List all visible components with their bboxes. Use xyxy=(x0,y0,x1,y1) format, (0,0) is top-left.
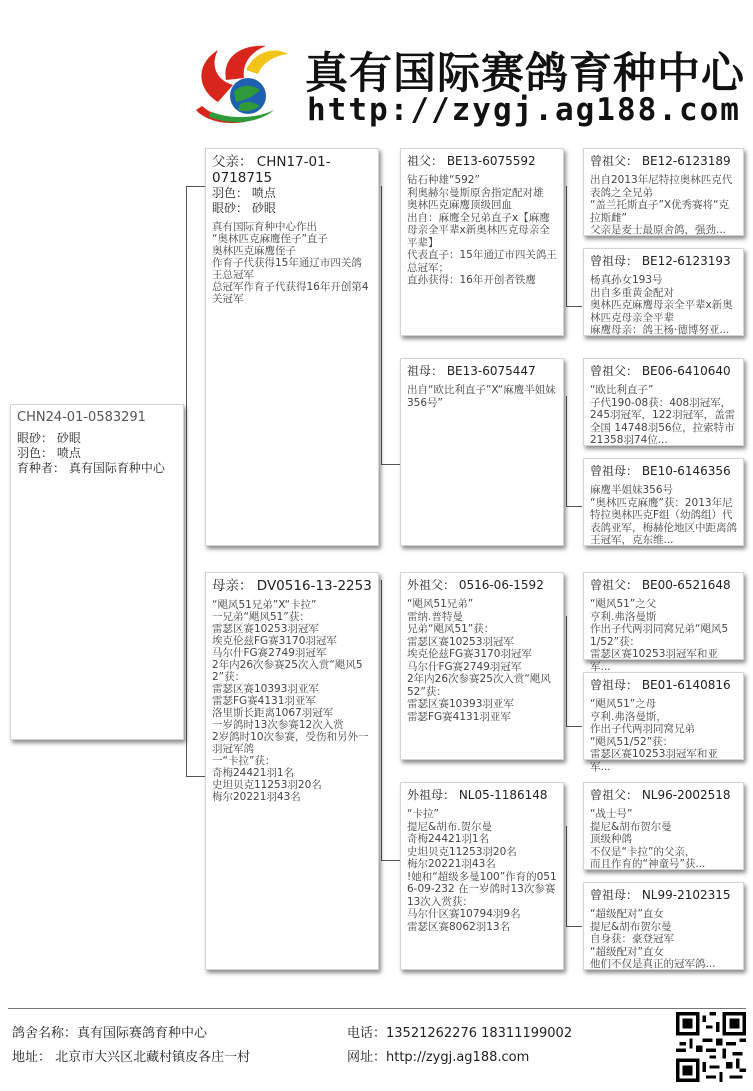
great-grandparent-card xyxy=(583,358,744,446)
connector xyxy=(381,860,400,861)
great-grandparent-card xyxy=(583,572,744,673)
paternal-grandsire-description: 钻石种雄“592” 利奥赫尔曼斯原舍指定配对雄 奥林匹克麻鹰顶级回血 出自：麻鹰全兄弟直子x【麻鹰母亲全平辈x新奥林匹克母亲全平辈】 代表直子：15年通辽市四关鸽王总冠军； 直孙获得：16年开创者铁鹰 xyxy=(407,174,557,286)
maternal-grandsire-card xyxy=(400,572,564,760)
great-grandparent-card xyxy=(583,148,744,236)
great-grandparent-ring: 曾祖父： BE12-6123189 xyxy=(590,154,731,168)
maternal-granddam-card xyxy=(400,782,564,970)
sire-description: 真有国际育种中心作出 “奥林匹克麻鹰侄子”直子 奥林匹克麻鹰侄子 作育子代获得15年通辽市四关鸽王总冠军 总冠军作育子代获得16年开创第4关冠军 xyxy=(212,221,369,305)
paternal-grandsire-ring: 祖父： BE13-6075592 xyxy=(407,154,536,168)
connector xyxy=(566,186,567,306)
connector xyxy=(566,826,567,926)
connector xyxy=(381,186,382,464)
connector xyxy=(566,726,582,727)
connector xyxy=(186,186,187,776)
connector xyxy=(381,580,382,860)
maternal-grandsire-ring: 外祖父： 0516-06-1592 xyxy=(407,578,544,592)
great-grandparent-ring: 曾祖母： NL99-2102315 xyxy=(590,888,731,902)
connector xyxy=(566,616,567,726)
connector xyxy=(566,926,582,927)
pigeon-card xyxy=(10,404,184,740)
dam-card xyxy=(205,572,379,970)
dam-ring-number: 母亲： DV0516-13-2253 xyxy=(212,578,372,594)
great-grandparent-description: 杨真孙女193号 出自多重黄金配对 奥林匹克麻鹰母亲全平辈x新奥林匹克母亲全平辈 麻鹰母亲：鸽王杨·德博努亚... xyxy=(590,274,733,336)
great-grandparent-card xyxy=(583,882,744,970)
great-grandparent-card xyxy=(583,248,744,336)
great-grandparent-ring: 曾祖母： BE12-6123193 xyxy=(590,254,731,268)
sire-eye: 眼砂： 砂眼 xyxy=(212,201,276,215)
pigeon-breeder: 育种者： 真有国际育种中心 xyxy=(17,461,165,475)
paternal-granddam-description: 出自“欧比利直子”X“麻鹰半姐妹356号” xyxy=(407,384,556,409)
loft-name: 鸽舍名称：真有国际赛鸽育种中心 xyxy=(12,1026,208,1041)
sire-color: 羽色： 喷点 xyxy=(212,186,276,200)
connector xyxy=(566,506,582,507)
great-grandparent-description: 出自2013年尼特拉奥林匹克代表鸽之全兄弟 “盖兰托斯直子”X优秀赛将“克拉斯雌” 父亲是麦士最原舍鸽，强劲... xyxy=(590,174,733,236)
great-grandparent-description: “飓风51”之父 亨利.弗洛曼斯 作出子代两羽同窝兄弟“飓风51/52”获： 雷瑟区赛10253羽冠军和亚军... xyxy=(590,598,729,673)
qr-code-icon xyxy=(676,1012,746,1082)
great-grandparent-description: “超级配对”直女 提尼&胡布贺尔曼 自身获：豪登冠军 “超级配对”直女 他们不仅是真正的冠军鸽... xyxy=(590,908,716,970)
connector xyxy=(566,396,567,506)
great-grandparent-ring: 曾祖父： NL96-2002518 xyxy=(590,788,731,802)
connector xyxy=(186,776,205,777)
maternal-granddam-description: “卡拉” 提尼&胡布.贺尔曼 奇梅24421羽1名 史坦贝克11253羽20名 梅尔20221羽43名 !她和“超级多曼100”作育的0516-09-232 在一岁鸽时13次参赛13次入赏获： 马尔什区赛10794羽9名 雷瑟区赛8062羽13名 xyxy=(407,808,557,933)
paternal-grandsire-card xyxy=(400,148,564,336)
great-grandparent-description: “战士号” 提尼&胡布贺尔曼 顶级种鸽 不仅是“卡拉”的父亲， 而且作育的“神童号”获... xyxy=(590,808,706,870)
dam-description: “飓风51兄弟”X“卡拉” 一兄弟“飓风51”获： 雷瑟区赛10253羽冠军 埃克伦兹FG赛3170羽冠军 马尔什FG赛2749羽冠军 2年内26次参赛25次入赏“飓风52”获： 雷瑟区赛10393羽亚军 雷瑟FG赛4131羽亚军 洛里斯长距离1067羽冠军 一岁鸽时13次参赛12次入赏 2岁鸽时10次参赛，受伤和另外一羽冠军鸽 一“卡拉”获： 奇梅24421羽1名 史坦贝克11253羽20名 梅尔20221羽43名 xyxy=(212,599,369,803)
great-grandparent-ring: 曾祖父： BE06-6410640 xyxy=(590,364,731,378)
great-grandparent-description: “飓风51”之母 亨利.弗洛曼斯， 作出子代两羽同窝兄弟 “飓风51/52”获： 雷瑟区赛10253羽冠军和亚军... xyxy=(590,698,718,773)
maternal-granddam-ring: 外祖母： NL05-1186148 xyxy=(407,788,548,802)
great-grandparent-card xyxy=(583,458,744,546)
paternal-granddam-card xyxy=(400,358,564,546)
great-grandparent-description: “欧比利直子” 子代190-08获：408羽冠军，245羽冠军，122羽冠军，盖雷全国 14748羽56位，拉索特市21358羽74位... xyxy=(590,384,736,446)
great-grandparent-ring: 曾祖母： BE10-6146356 xyxy=(590,464,731,478)
great-grandparent-description: 麻鹰半姐妹356号 “奥林匹克麻鹰”获：2013年尼特拉奥林匹克F组（幼鸽组）代表鸽亚军，梅赫伦地区中距离鸽王冠军，克东维... xyxy=(590,484,737,546)
connector xyxy=(566,306,582,307)
pigeon-ring-number: CHN24-01-0583291 xyxy=(17,410,146,425)
loft-address: 地址： 北京市大兴区北藏村镇皮各庄一村 xyxy=(12,1050,251,1065)
logo-emblem xyxy=(188,40,298,128)
great-grandparent-card xyxy=(583,672,744,773)
footer-divider xyxy=(8,1008,746,1009)
sire-card xyxy=(205,148,379,546)
sire-ring-number: 父亲： CHN17-01-0718715 xyxy=(212,154,331,186)
brand-url: http://zygj.ag188.com xyxy=(307,92,741,128)
great-grandparent-ring: 曾祖父： BE00-6521648 xyxy=(590,578,731,592)
connector xyxy=(381,464,400,465)
loft-phone: 电话：13521262276 18311199002 xyxy=(347,1026,573,1041)
pigeon-color: 羽色： 喷点 xyxy=(17,446,81,460)
pigeon-eye: 眼砂： 砂眼 xyxy=(17,431,81,445)
great-grandparent-card xyxy=(583,782,744,870)
great-grandparent-ring: 曾祖母： BE01-6140816 xyxy=(590,678,731,692)
brand-title: 真有国际赛鸽育种中心 xyxy=(305,49,745,99)
loft-website: 网址：http://zygj.ag188.com xyxy=(347,1050,530,1065)
connector xyxy=(186,186,205,187)
maternal-grandsire-description: “飓风51兄弟” 雷纳.普特曼 兄弟“飓风51”获： 雷瑟区赛10253羽冠军 埃克伦兹FG赛3170羽冠军 马尔什FG赛2749羽冠军 2年内26次参赛25次入赏“飓风52”获： 雷瑟区赛10393羽亚军 雷瑟FG赛4131羽亚军 xyxy=(407,598,551,723)
paternal-granddam-ring: 祖母： BE13-6075447 xyxy=(407,364,536,378)
